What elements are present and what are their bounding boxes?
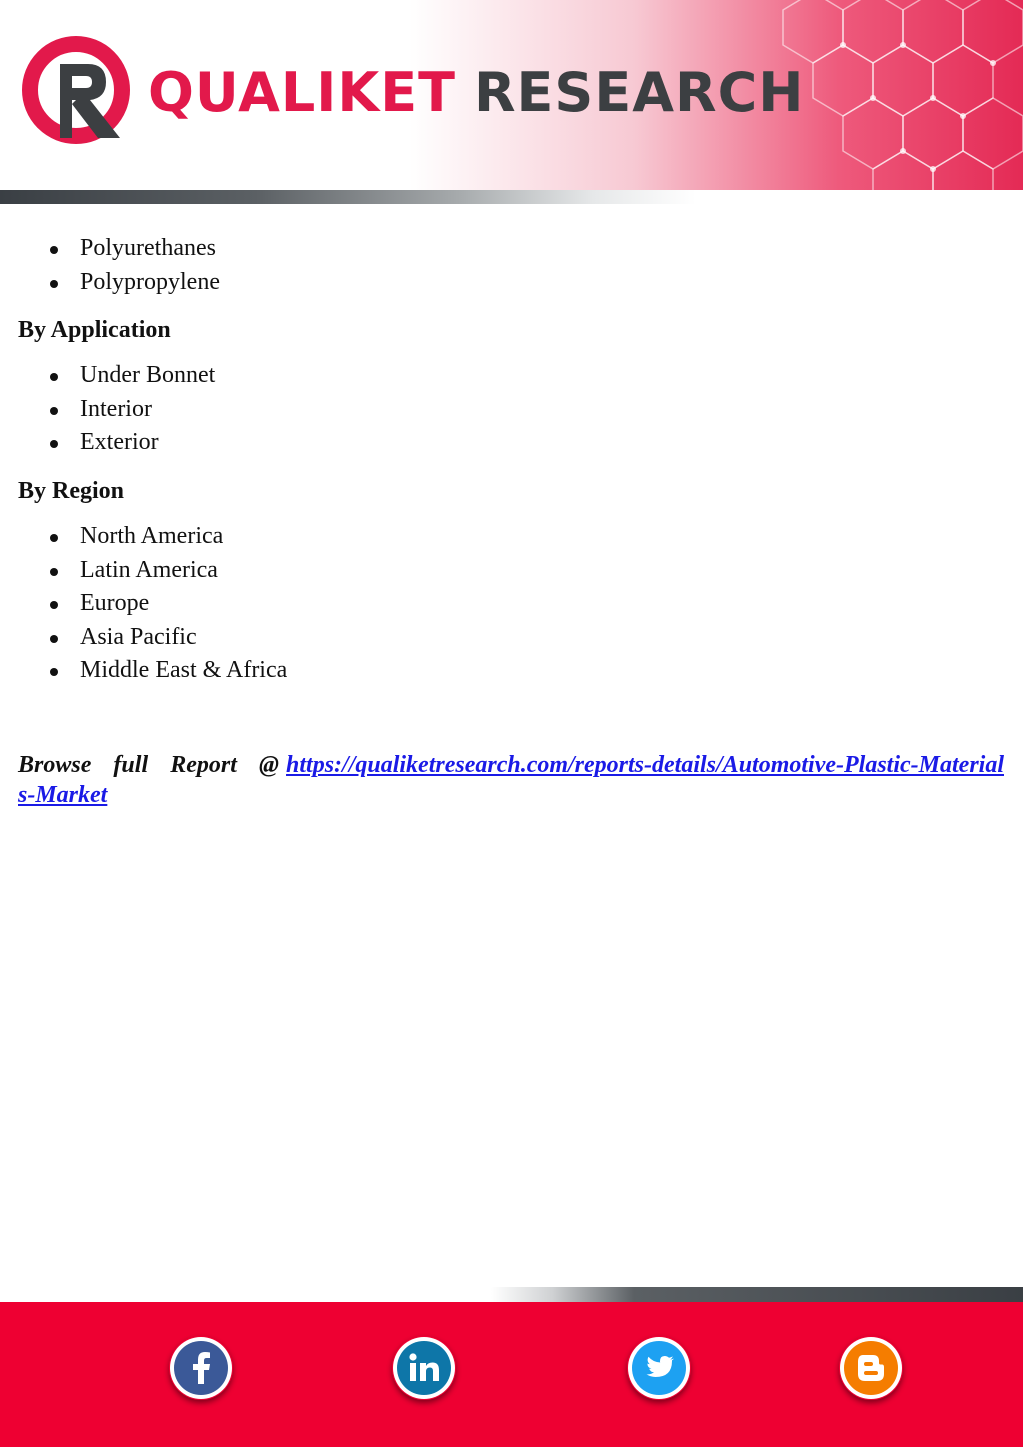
- blogger-button[interactable]: [839, 1336, 903, 1400]
- footer-divider: [0, 1287, 1023, 1302]
- material-list: [18, 232, 1004, 299]
- linkedin-icon: [392, 1336, 456, 1400]
- linkedin-button[interactable]: [392, 1336, 456, 1400]
- list-item: Exterior: [18, 426, 1004, 460]
- list-item: Latin America: [18, 554, 1004, 588]
- twitter-icon: [627, 1336, 691, 1400]
- blogger-icon: [839, 1336, 903, 1400]
- list-item: North America: [18, 520, 1004, 554]
- list-item: Polypropylene: [18, 266, 1004, 300]
- browse-prefix: Browse full Report @: [18, 751, 279, 778]
- facebook-icon: [169, 1336, 233, 1400]
- region-list: [18, 520, 1004, 688]
- list-item: Under Bonnet: [18, 359, 1004, 393]
- application-list: [18, 359, 1004, 460]
- list-item: Interior: [18, 393, 1004, 427]
- header-divider: [0, 190, 1023, 204]
- header-banner: [0, 0, 1023, 190]
- qualiket-logo-icon: [20, 34, 138, 152]
- logo-wordmark: [148, 58, 804, 128]
- report-link[interactable]: https://qualiketresearch.com/reports-details/Automotive-Plastic-Materials-Market: [18, 751, 1004, 808]
- twitter-button[interactable]: [627, 1336, 691, 1400]
- document-body: [18, 232, 1004, 810]
- heading-by-region: By Region: [18, 477, 125, 504]
- heading-by-application: By Application: [18, 317, 171, 344]
- browse-report-paragraph: [18, 750, 1004, 810]
- list-item: Europe: [18, 587, 1004, 621]
- logo-word-qualiket: QUALIKET: [148, 61, 456, 124]
- facebook-button[interactable]: [169, 1336, 233, 1400]
- list-item: Polyurethanes: [18, 232, 1004, 266]
- list-item: Middle East & Africa: [18, 654, 1004, 688]
- list-item: Asia Pacific: [18, 621, 1004, 655]
- logo-word-research: RESEARCH: [473, 61, 805, 124]
